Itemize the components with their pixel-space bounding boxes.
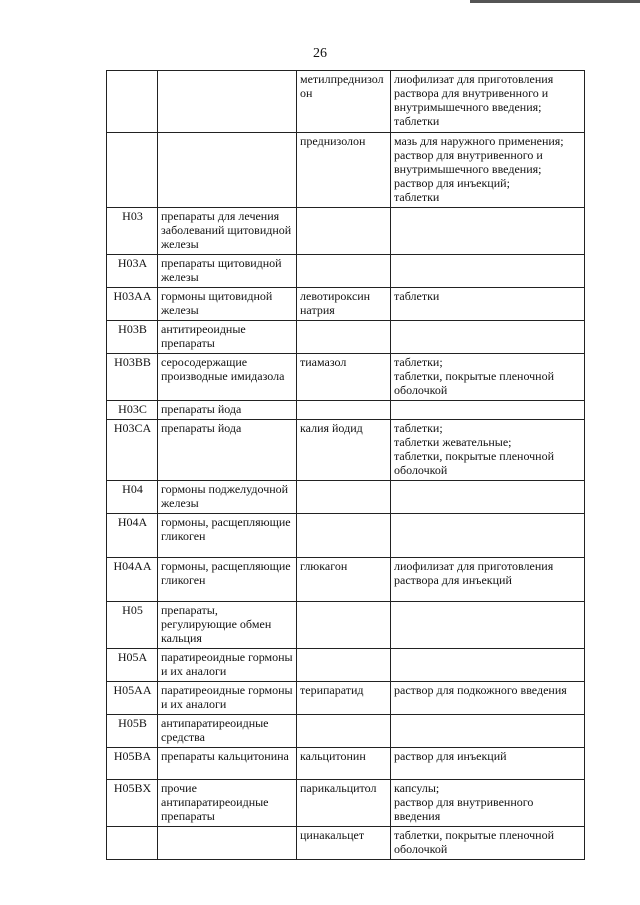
- table-row: [107, 133, 585, 208]
- drug-name-cell: [297, 514, 391, 558]
- table-row: [107, 71, 585, 133]
- table-row: [107, 288, 585, 321]
- dosage-form-cell: таблетки: [391, 288, 585, 321]
- drug-name-cell: преднизолон: [297, 133, 391, 208]
- table-row: [107, 354, 585, 401]
- group-name-cell: гормоны, расщепляющие гликоген: [158, 514, 297, 558]
- group-name-cell: [158, 133, 297, 208]
- group-name-cell: гормоны, расщепляющие гликоген: [158, 558, 297, 602]
- dosage-form-cell: [391, 255, 585, 288]
- drug-name-cell: калия йодид: [297, 420, 391, 481]
- atc-code-cell: [107, 71, 158, 133]
- drug-name-cell: [297, 321, 391, 354]
- dosage-form-cell: [391, 514, 585, 558]
- table-row: [107, 514, 585, 558]
- atc-code-cell: H03B: [107, 321, 158, 354]
- dosage-form-cell: [391, 649, 585, 682]
- atc-code-cell: H05BA: [107, 748, 158, 780]
- dosage-form-cell: капсулы; раствор для внутривенного введения: [391, 780, 585, 827]
- group-name-cell: препараты щитовидной железы: [158, 255, 297, 288]
- table-row: [107, 558, 585, 602]
- atc-code-cell: [107, 133, 158, 208]
- group-name-cell: препараты кальцитонина: [158, 748, 297, 780]
- dosage-form-cell: лиофилизат для приготовления раствора для инъекций: [391, 558, 585, 602]
- drug-name-cell: кальцитонин: [297, 748, 391, 780]
- dosage-form-cell: таблетки; таблетки, покрытые пленочной оболочкой: [391, 354, 585, 401]
- page-number: 26: [313, 46, 327, 61]
- dosage-form-cell: [391, 208, 585, 255]
- dosage-form-cell: [391, 602, 585, 649]
- table-row: [107, 827, 585, 860]
- group-name-cell: гормоны щитовидной железы: [158, 288, 297, 321]
- group-name-cell: антипаратиреоидные средства: [158, 715, 297, 748]
- dosage-form-cell: раствор для подкожного введения: [391, 682, 585, 715]
- group-name-cell: прочие антипаратиреоидные препараты: [158, 780, 297, 827]
- group-name-cell: паратиреоидные гормоны и их аналоги: [158, 649, 297, 682]
- drug-name-cell: метилпреднизол он: [297, 71, 391, 133]
- group-name-cell: антитиреоидные препараты: [158, 321, 297, 354]
- group-name-cell: паратиреоидные гормоны и их аналоги: [158, 682, 297, 715]
- drug-name-cell: [297, 649, 391, 682]
- table-row: [107, 208, 585, 255]
- group-name-cell: препараты йода: [158, 401, 297, 420]
- table-row: [107, 748, 585, 780]
- group-name-cell: препараты для лечения заболеваний щитовидной железы: [158, 208, 297, 255]
- dosage-form-cell: лиофилизат для приготовления раствора для внутривенного и внутримышечного введения; таблетки: [391, 71, 585, 133]
- dosage-form-cell: таблетки, покрытые пленочной оболочкой: [391, 827, 585, 860]
- scan-edge-mark: [470, 0, 640, 3]
- atc-code-cell: H04A: [107, 514, 158, 558]
- table-row: [107, 481, 585, 514]
- drug-name-cell: цинакальцет: [297, 827, 391, 860]
- dosage-form-cell: [391, 715, 585, 748]
- dosage-form-cell: [391, 401, 585, 420]
- group-name-cell: [158, 71, 297, 133]
- dosage-form-cell: [391, 481, 585, 514]
- atc-code-cell: H03C: [107, 401, 158, 420]
- atc-code-cell: H04: [107, 481, 158, 514]
- drug-name-cell: глюкагон: [297, 558, 391, 602]
- drug-name-cell: левотироксин натрия: [297, 288, 391, 321]
- table-row: [107, 682, 585, 715]
- atc-code-cell: H03A: [107, 255, 158, 288]
- table-row: [107, 780, 585, 827]
- drug-name-cell: [297, 255, 391, 288]
- atc-code-cell: H05AA: [107, 682, 158, 715]
- atc-code-cell: H03AA: [107, 288, 158, 321]
- drug-name-cell: парикальцитол: [297, 780, 391, 827]
- dosage-form-cell: таблетки; таблетки жевательные; таблетки, покрытые пленочной оболочкой: [391, 420, 585, 481]
- table-row: [107, 715, 585, 748]
- drug-classification-table: [106, 70, 585, 860]
- drug-name-cell: [297, 401, 391, 420]
- group-name-cell: гормоны поджелудочной железы: [158, 481, 297, 514]
- drug-name-cell: [297, 715, 391, 748]
- group-name-cell: [158, 827, 297, 860]
- atc-code-cell: H03: [107, 208, 158, 255]
- drug-name-cell: [297, 602, 391, 649]
- dosage-form-cell: мазь для наружного применения; раствор для внутривенного и внутримышечного введения; раствор для инъекций; таблетки: [391, 133, 585, 208]
- atc-code-cell: H04AA: [107, 558, 158, 602]
- atc-code-cell: H05A: [107, 649, 158, 682]
- drug-name-cell: тиамазол: [297, 354, 391, 401]
- atc-code-cell: H03CA: [107, 420, 158, 481]
- table-row: [107, 321, 585, 354]
- atc-code-cell: H05B: [107, 715, 158, 748]
- dosage-form-cell: раствор для инъекций: [391, 748, 585, 780]
- drug-name-cell: [297, 481, 391, 514]
- table-row: [107, 401, 585, 420]
- atc-code-cell: H05: [107, 602, 158, 649]
- table-row: [107, 602, 585, 649]
- table-row: [107, 255, 585, 288]
- group-name-cell: препараты йода: [158, 420, 297, 481]
- atc-code-cell: [107, 827, 158, 860]
- table-row: [107, 420, 585, 481]
- table-row: [107, 649, 585, 682]
- group-name-cell: серосодержащие производные имидазола: [158, 354, 297, 401]
- dosage-form-cell: [391, 321, 585, 354]
- drug-name-cell: [297, 208, 391, 255]
- atc-code-cell: H05BX: [107, 780, 158, 827]
- drug-name-cell: терипаратид: [297, 682, 391, 715]
- group-name-cell: препараты, регулирующие обмен кальция: [158, 602, 297, 649]
- atc-code-cell: H03BB: [107, 354, 158, 401]
